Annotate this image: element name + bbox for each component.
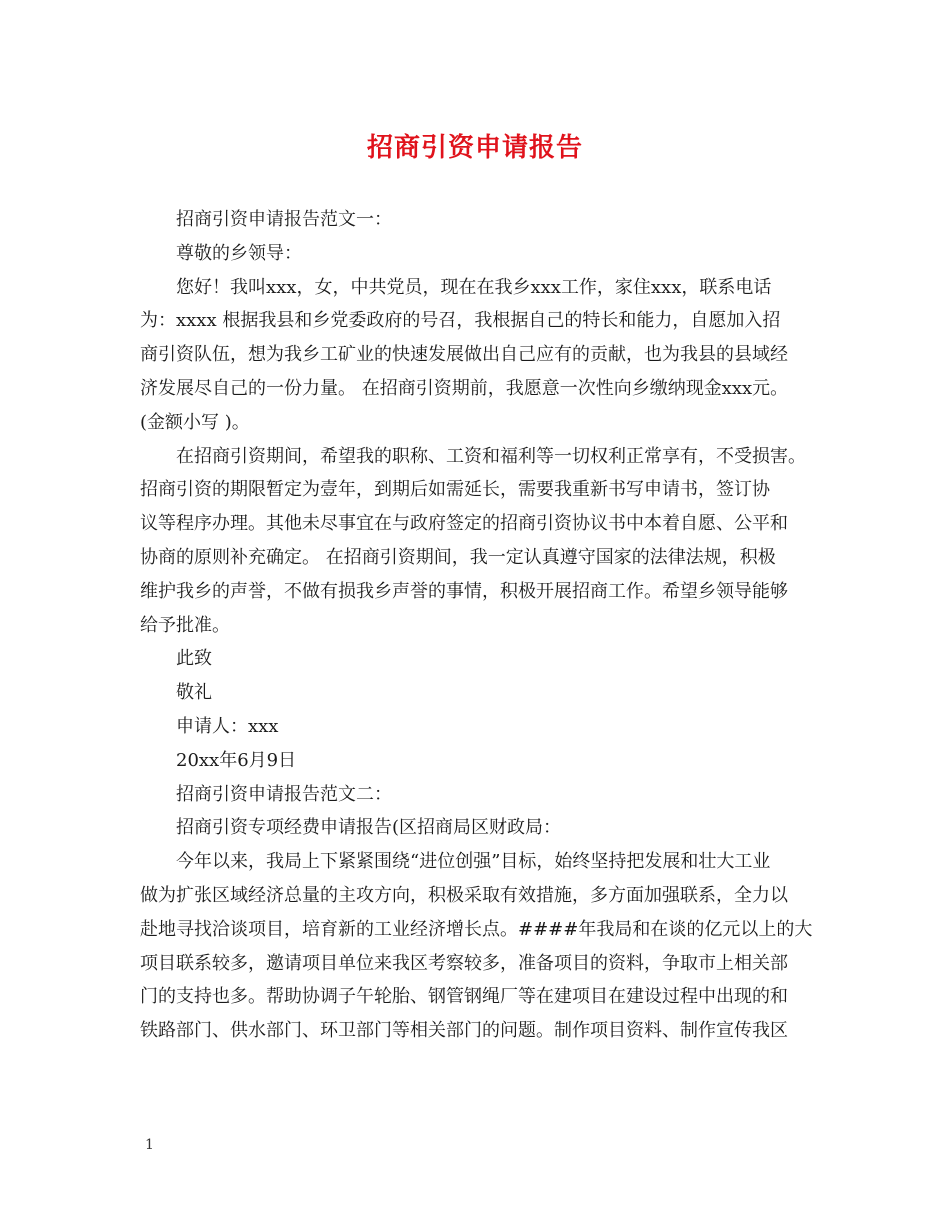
paragraph-line: 给予批准。 [140, 614, 230, 636]
salutation: 尊敬的乡领导： [176, 242, 302, 264]
paragraph-line: 为：xxxx 根据我县和乡党委政府的号召，我根据自己的特长和能力，自愿加入招 [140, 310, 781, 332]
paragraph-line: 议等程序办理。其他未尽事宜在与政府签定的招商引资协议书中本着自愿、公平和 [140, 513, 788, 535]
date-line: 20xx年6月9日 [176, 749, 297, 771]
paragraph-line: 在招商引资期间，希望我的职称、工资和福利等一切权利正常享有，不受损害。 [176, 445, 806, 467]
paragraph-line: 招商引资的期限暂定为壹年，到期后如需延长，需要我重新书写申请书，签订协 [140, 479, 770, 501]
paragraph-line: 维护我乡的声誉，不做有损我乡声誉的事情，积极开展招商工作。希望乡领导能够 [140, 580, 788, 602]
paragraph-line: 项目联系较多，邀请项目单位来我区考察较多，准备项目的资料，争取市上相关部 [140, 952, 788, 974]
paragraph-line: 做为扩张区域经济总量的主攻方向，积极采取有效措施，多方面加强联系，全力以 [140, 884, 788, 906]
paragraph-line: 赴地寻找洽谈项目，培育新的工业经济增长点。####年我局和在谈的亿元以上的大 [140, 918, 813, 940]
document-title: 招商引资申请报告 [366, 133, 583, 163]
section-heading-1: 招商引资申请报告范文一： [176, 209, 392, 230]
paragraph-line: 商引资队伍，想为我乡工矿业的快速发展做出自己应有的贡献，也为我县的县域经 [140, 344, 788, 366]
paragraph-line: 铁路部门、供水部门、环卫部门等相关部门的问题。制作项目资料、制作宣传我区 [140, 1020, 788, 1042]
section-heading-2: 招商引资申请报告范文二： [176, 783, 392, 805]
page-number: 1 [145, 1137, 154, 1153]
paragraph-line: 您好！我叫xxx，女，中共党员，现在在我乡xxx工作，家住xxx，联系电话 [176, 276, 772, 298]
report-heading: 招商引资专项经费申请报告(区招商局区财政局： [176, 817, 562, 839]
paragraph-line: 门的支持也多。帮助协调子午轮胎、钢管钢绳厂等在建项目在建设过程中出现的和 [140, 986, 788, 1008]
closing-line: 此致 [176, 648, 212, 670]
applicant-line: 申请人：xxx [176, 715, 279, 737]
closing-line: 敬礼 [176, 682, 212, 704]
paragraph-line: 今年以来，我局上下紧紧围绕“进位创强”目标，始终坚持把发展和壮大工业 [176, 851, 771, 873]
paragraph-line: 济发展尽自己的一份力量。 在招商引资期前，我愿意一次性向乡缴纳现金xxx元。 [140, 377, 789, 399]
paragraph-line: 协商的原则补充确定。 在招商引资期间，我一定认真遵守国家的法律法规，积极 [140, 546, 776, 568]
document-body [140, 203, 812, 1048]
paragraph-line: (金额小写 )。 [140, 411, 250, 433]
